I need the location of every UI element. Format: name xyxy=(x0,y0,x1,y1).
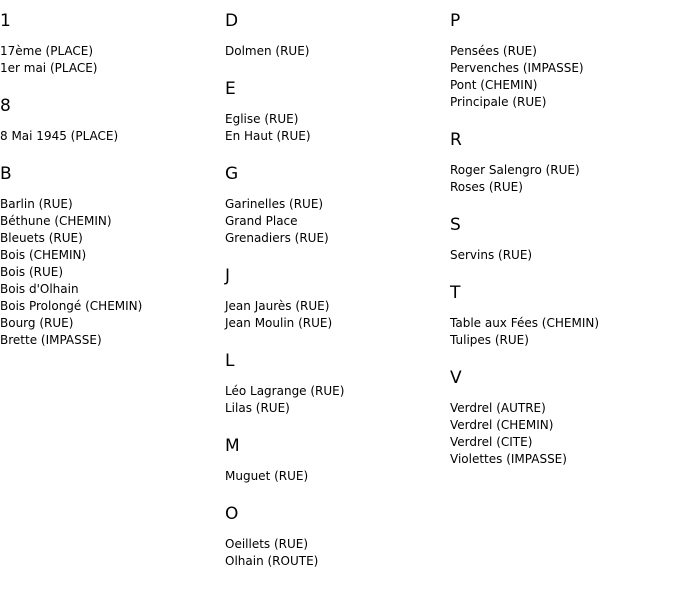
street-item[interactable]: Table aux Fées (CHEMIN) xyxy=(450,316,600,330)
street-item[interactable]: Pont (CHEMIN) xyxy=(450,78,538,92)
street-item[interactable]: Violettes (IMPASSE) xyxy=(450,452,567,466)
street-list xyxy=(450,43,675,111)
street-item[interactable]: Grenadiers (RUE) xyxy=(225,231,329,245)
letter-group xyxy=(450,367,675,468)
street-item[interactable]: Muguet (RUE) xyxy=(225,469,309,483)
street-list xyxy=(0,128,225,145)
street-item[interactable]: Garinelles (RUE) xyxy=(225,197,324,211)
letter-heading: V xyxy=(450,368,462,388)
street-list xyxy=(0,196,225,349)
street-item[interactable]: Verdrel (AUTRE) xyxy=(450,401,546,415)
letter-heading: M xyxy=(225,436,240,456)
street-item[interactable]: Bois (RUE) xyxy=(0,265,64,279)
letter-heading: D xyxy=(225,11,239,31)
street-index-column-2 xyxy=(225,10,450,570)
street-index-column-1 xyxy=(0,10,225,349)
street-item[interactable]: 17ème (PLACE) xyxy=(0,44,94,58)
street-list xyxy=(225,383,450,417)
street-list xyxy=(450,162,675,196)
street-item[interactable]: Principale (RUE) xyxy=(450,95,547,109)
street-list xyxy=(450,247,675,264)
street-item[interactable]: Olhain (ROUTE) xyxy=(225,554,319,568)
street-item[interactable]: Bleuets (RUE) xyxy=(0,231,83,245)
letter-heading: G xyxy=(225,164,239,184)
letter-group xyxy=(450,214,675,264)
street-list xyxy=(225,536,450,570)
street-item[interactable]: Servins (RUE) xyxy=(450,248,533,262)
street-item[interactable]: Bois d'Olhain xyxy=(0,282,79,296)
street-item[interactable]: Jean Moulin (RUE) xyxy=(225,316,333,330)
street-item[interactable]: Verdrel (CHEMIN) xyxy=(450,418,554,432)
street-item[interactable]: Verdrel (CITE) xyxy=(450,435,533,449)
letter-heading: L xyxy=(225,351,235,371)
letter-heading: T xyxy=(450,283,461,303)
street-index-column-3 xyxy=(450,10,675,468)
street-list xyxy=(225,43,450,60)
letter-group xyxy=(225,265,450,332)
letter-group xyxy=(0,163,225,349)
letter-group xyxy=(225,10,450,60)
street-item[interactable]: Bourg (RUE) xyxy=(0,316,74,330)
letter-group xyxy=(225,350,450,417)
street-item[interactable]: Pensées (RUE) xyxy=(450,44,537,58)
street-item[interactable]: Lilas (RUE) xyxy=(225,401,290,415)
street-item[interactable]: 8 Mai 1945 (PLACE) xyxy=(0,129,119,143)
street-item[interactable]: Jean Jaurès (RUE) xyxy=(225,299,330,313)
street-item[interactable]: Oeillets (RUE) xyxy=(225,537,309,551)
street-list xyxy=(450,400,675,468)
street-list xyxy=(225,298,450,332)
letter-heading: E xyxy=(225,79,236,99)
letter-heading: O xyxy=(225,504,239,524)
street-list xyxy=(450,315,675,349)
street-item[interactable]: Béthune (CHEMIN) xyxy=(0,214,112,228)
street-item[interactable]: Grand Place xyxy=(225,214,298,228)
letter-heading: J xyxy=(225,266,231,286)
street-item[interactable]: Pervenches (IMPASSE) xyxy=(450,61,584,75)
letter-heading: B xyxy=(0,164,12,184)
letter-group xyxy=(0,95,225,145)
street-item[interactable]: Barlin (RUE) xyxy=(0,197,73,211)
letter-group xyxy=(225,163,450,247)
street-item[interactable]: Bois Prolongé (CHEMIN) xyxy=(0,299,143,313)
letter-heading: 8 xyxy=(0,96,11,116)
street-list xyxy=(225,111,450,145)
street-item[interactable]: Dolmen (RUE) xyxy=(225,44,310,58)
letter-heading: P xyxy=(450,11,461,31)
street-item[interactable]: Léo Lagrange (RUE) xyxy=(225,384,345,398)
street-item[interactable]: 1er mai (PLACE) xyxy=(0,61,98,75)
letter-group xyxy=(450,10,675,111)
letter-heading: 1 xyxy=(0,11,11,31)
street-list xyxy=(225,196,450,247)
street-item[interactable]: Roses (RUE) xyxy=(450,180,523,194)
street-list xyxy=(225,468,450,485)
street-item[interactable]: Tulipes (RUE) xyxy=(450,333,529,347)
street-item[interactable]: Roger Salengro (RUE) xyxy=(450,163,580,177)
letter-heading: R xyxy=(450,130,462,150)
street-item[interactable]: En Haut (RUE) xyxy=(225,129,311,143)
letter-group xyxy=(450,129,675,196)
letter-group xyxy=(450,282,675,349)
street-item[interactable]: Eglise (RUE) xyxy=(225,112,299,126)
letter-group xyxy=(225,435,450,485)
letter-group xyxy=(225,503,450,570)
letter-group xyxy=(0,10,225,77)
street-list xyxy=(0,43,225,77)
street-item[interactable]: Brette (IMPASSE) xyxy=(0,333,102,347)
street-item[interactable]: Bois (CHEMIN) xyxy=(0,248,87,262)
letter-group xyxy=(225,78,450,145)
letter-heading: S xyxy=(450,215,461,235)
